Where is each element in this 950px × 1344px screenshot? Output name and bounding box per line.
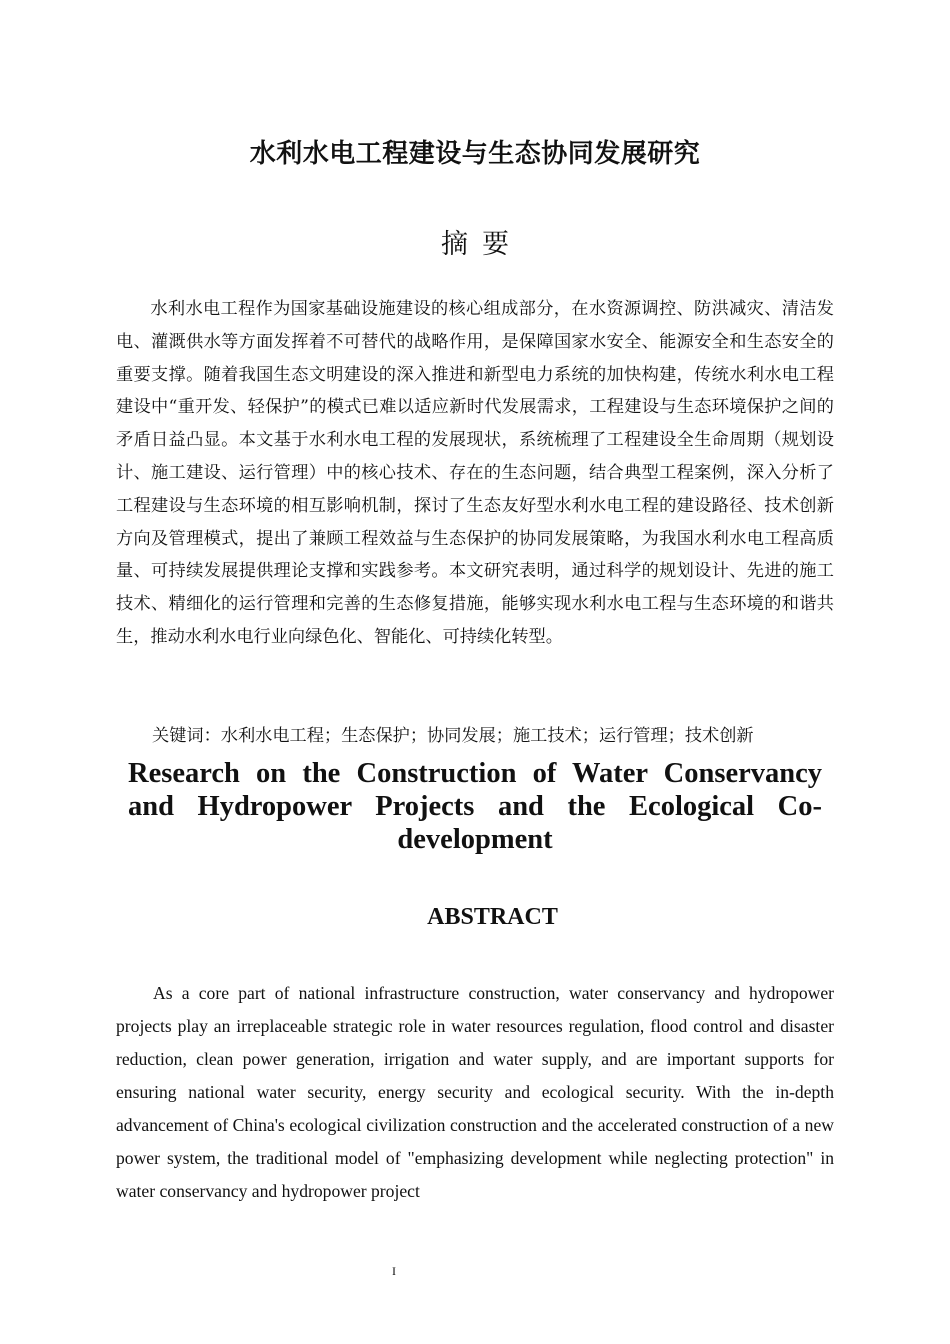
chinese-abstract-heading: 摘要 [441, 229, 523, 260]
chinese-abstract-body: 水利水电工程作为国家基础设施建设的核心组成部分，在水资源调控、防洪减灾、清洁发电、灌溉供水等方面发挥着不可替代的战略作用，是保障国家水安全、能源安全和生态安全的重要支撑。随着我国生态文明建设的深入推进和新型电力系统的加快构建，传统水利水电工程建设中“重开发、轻保护”的模式已难以适应新时代发展需求，工程建设与生态环境保护之间的矛盾日益凸显。本文基于水利水电工程的发展现状，系统梳理了工程建设全生命周期（规划设计、施工建设、运行管理）中的核心技术、存在的生态问题，结合典型工程案例，深入分析了工程建设与生态环境的相互影响机制，探讨了生态友好型水利水电工程的建设路径、技术创新方向及管理模式，提出了兼顾工程效益与生态保护的协同发展策略，为我国水利水电工程高质量、可持续发展提供理论支撑和实践参考。本文研究表明，通过科学的规划设计、先进的施工技术、精细化的运行管理和完善的生态修复措施，能够实现水利水电工程与生态环境的和谐共生，推动水利水电行业向绿色化、智能化、可持续化转型。 [116, 299, 834, 647]
chinese-title: 水利水电工程建设与生态协同发展研究 [249, 139, 701, 169]
english-title-line: Research on the Construction of Water Conservancy [128, 758, 822, 789]
english-title-line: development [397, 824, 553, 855]
english-title [128, 757, 822, 856]
english-abstract-heading: ABSTRACT [427, 904, 558, 930]
chinese-keywords [152, 721, 842, 751]
page-number: I [392, 1264, 396, 1278]
english-abstract-body: As a core part of national infrastructure construction, water conservancy and hydropower projects play an irreplaceable strategic role in water resources regulation, flood control and disaster reduction, clean power generation, irrigation and water supply, and are important supports for ensuring national water security, energy security and ecological security. With the in-depth advancement of China's ecological civilization construction and the accelerated construction of a new power system, the traditional model of "emphasizing development while neglecting protection" in water conservancy and hydropower project [116, 983, 834, 1201]
keywords-list: 水利水电工程；生态保护；协同发展；施工技术；运行管理；技术创新 [220, 726, 754, 746]
keywords-label: 关键词： [152, 726, 221, 746]
english-title-line: and Hydropower Projects and the Ecological Co- [128, 791, 822, 822]
